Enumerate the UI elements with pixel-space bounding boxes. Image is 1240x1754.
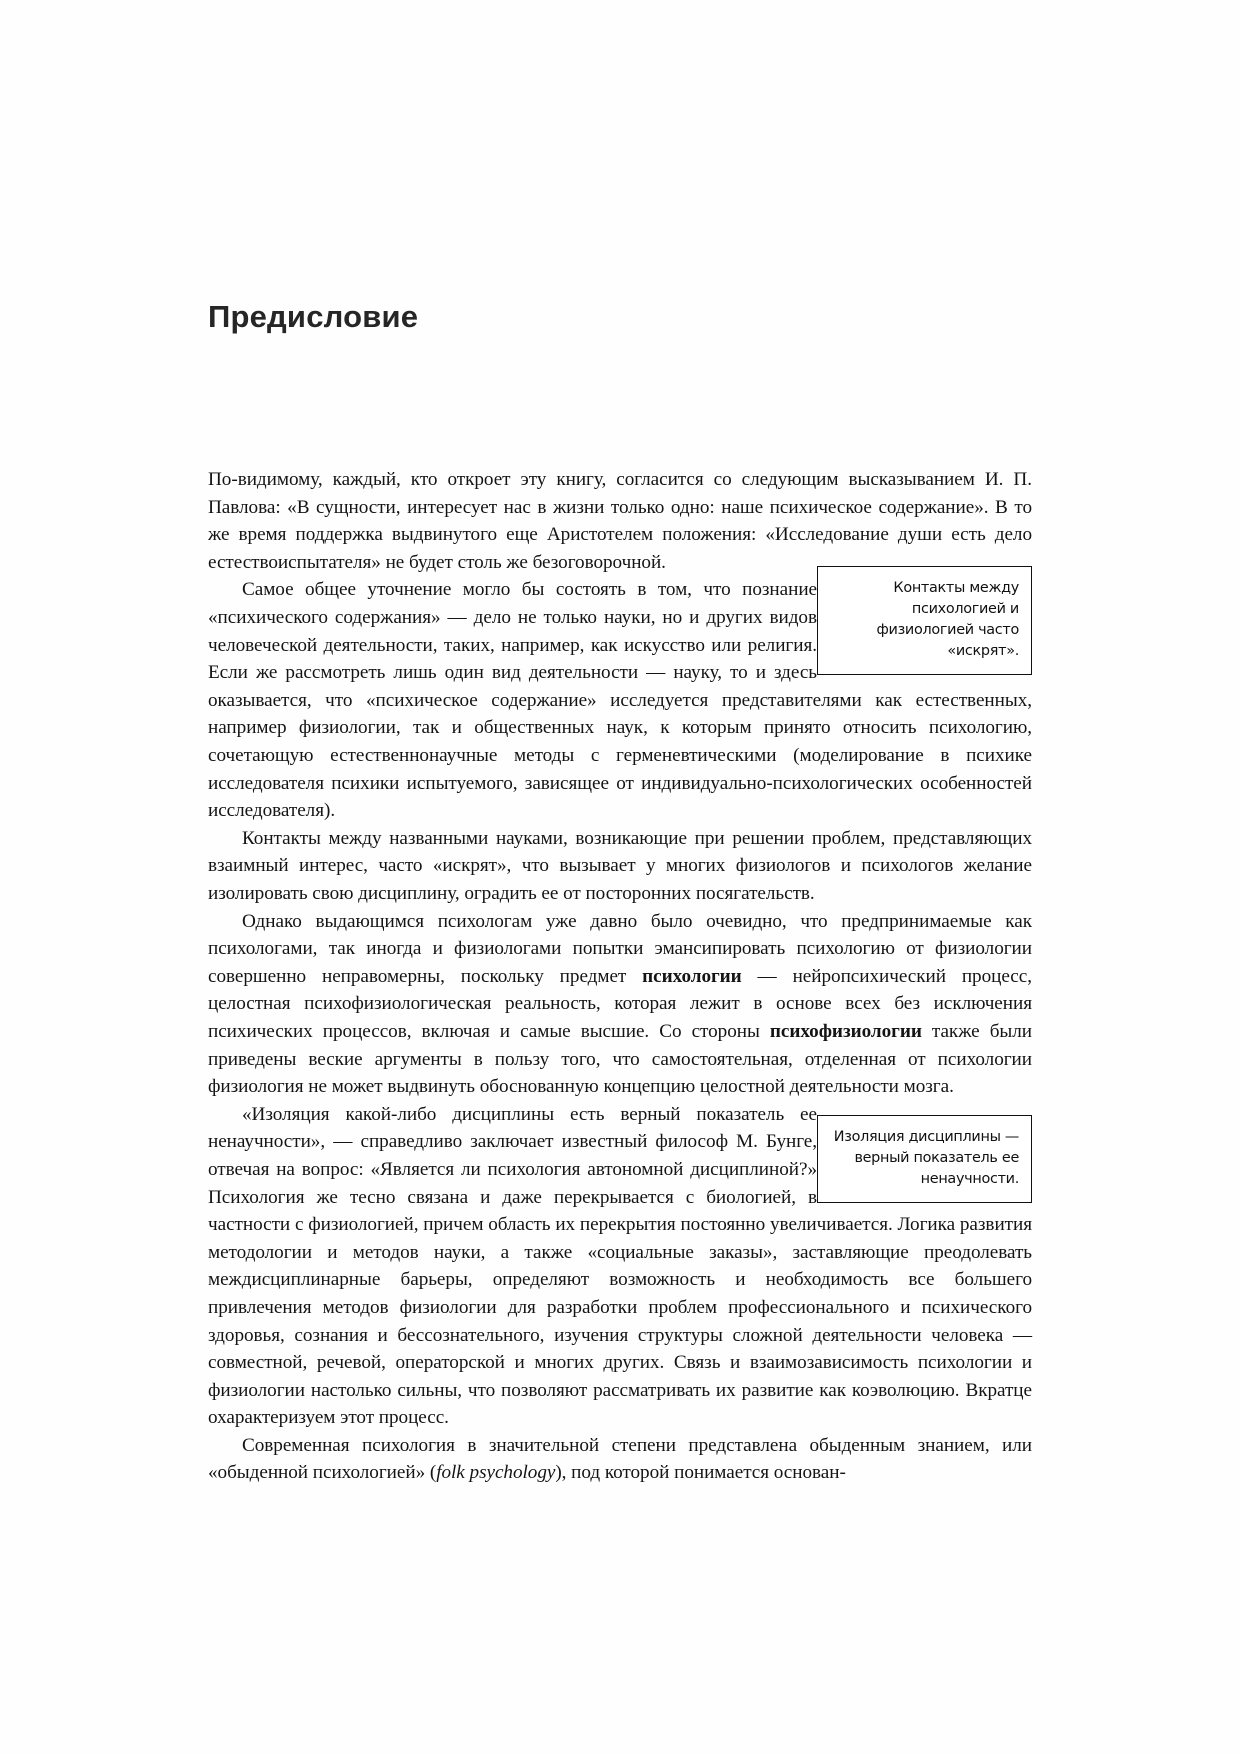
- emphasis-italic: folk psychology: [436, 1462, 556, 1484]
- page-title: Предисловие: [208, 299, 419, 334]
- side-note-text: Изоляция дисциплины — верный показатель ее ненаучности.: [833, 1128, 1019, 1187]
- paragraph-folk-psychology: [208, 1432, 1032, 1487]
- emphasis-bold: психофизиологии: [769, 1020, 922, 1042]
- side-note-contacts: [817, 566, 1032, 675]
- emphasis-bold: психологии: [642, 965, 742, 987]
- text-run: также были приведены веские аргументы в пользу того, что самостоятельная, отделенная от психологии физиология не может выдвинуть обоснованную концепцию целостной деятельности мозга.: [208, 1020, 1032, 1098]
- text-run: ), под которой понимается основан-: [555, 1462, 846, 1484]
- text-run: — нейропсихический процесс, целостная психофизиологическая реальность, которая лежит в основе всех без исключения психических процессов, включая и самые высшие. Со стороны: [208, 965, 1032, 1042]
- side-note-text: Контакты между психологией и физиологией часто «искрят».: [876, 580, 1019, 660]
- paragraph-contacts: Контакты между названными науками, возникающие при решении проблем, представляющих взаимный интерес, часто «искрят», что вызывает у многих физиологов и психологов желание изолировать свою дисциплину, оградить ее от посторонних посягательств.: [208, 827, 1032, 904]
- side-note-isolation: [817, 1115, 1032, 1203]
- text-run: Однако выдающимся психологам уже давно было очевидно, что предпринимаемые как психологами, так иногда и физиологами попытки эмансипировать психологию от физиологии совершенно неправомерны, поскольку предмет: [208, 910, 1032, 987]
- paragraph-clarification: Самое общее уточнение могло бы состоять в том, что познание «психического содержания» — дело не только науки, но и других видов человеческой деятельности, таких, например, как искусство или религия. Если же рассмотреть лишь один вид деятельности — науку, то и здесь оказывается, что «психическое содержание» исследуется представителями как естественных, например физиологии, так и общественных наук, к которым принято относить психологию, сочетающую естественнонаучные методы с герменевтическими (моделирование в психике исследователя психики испытуемого, зависящее от индивидуально-психологических особенностей исследователя).: [208, 579, 1032, 822]
- page-content: [208, 300, 1032, 1487]
- paragraph-psychology-bold: [208, 908, 1032, 1101]
- body-copy: [208, 466, 1032, 1487]
- paragraph-intro: По-видимому, каждый, кто откроет эту книгу, согласится со следующим высказыванием И. П. Павлова: «В сущности, интересует нас в жизни только одно: наше психическое содержание». В то же время поддержка выдвинутого еще Аристотелем положения: «Исследование души есть дело естествоиспытателя» не будет столь же безоговорочной.: [208, 469, 1032, 573]
- paragraph-isolation: «Изоляция какой-либо дисциплины есть верный показатель ее ненаучности», — справедливо заключает известный философ М. Бунге, отвечая на вопрос: «Является ли психология автономной дисциплиной?» Психология же тесно связана и даже перекрывается с биологией, в частности с физиологией, причем область их перекрытия постоянно увеличивается. Логика развития методологии и методов науки, а также «социальные заказы», заставляющие преодолевать междисциплинарные барьеры, определяют возможность и необходимость все большего привлечения методов физиологии для разработки проблем профессионального и психического здоровья, сознания и бессознательного, изучения структуры сложной деятельности человека — совместной, речевой, операторской и многих других. Связь и взаимозависимость психологии и физиологии настолько сильны, что позволяют рассматривать их развитие как коэволюцию. Вкратце охарактеризуем этот процесс.: [208, 1103, 1032, 1429]
- text-run: Современная психология в значительной степени представлена обыденным знанием, или «обыденной психологией» (: [208, 1434, 1032, 1484]
